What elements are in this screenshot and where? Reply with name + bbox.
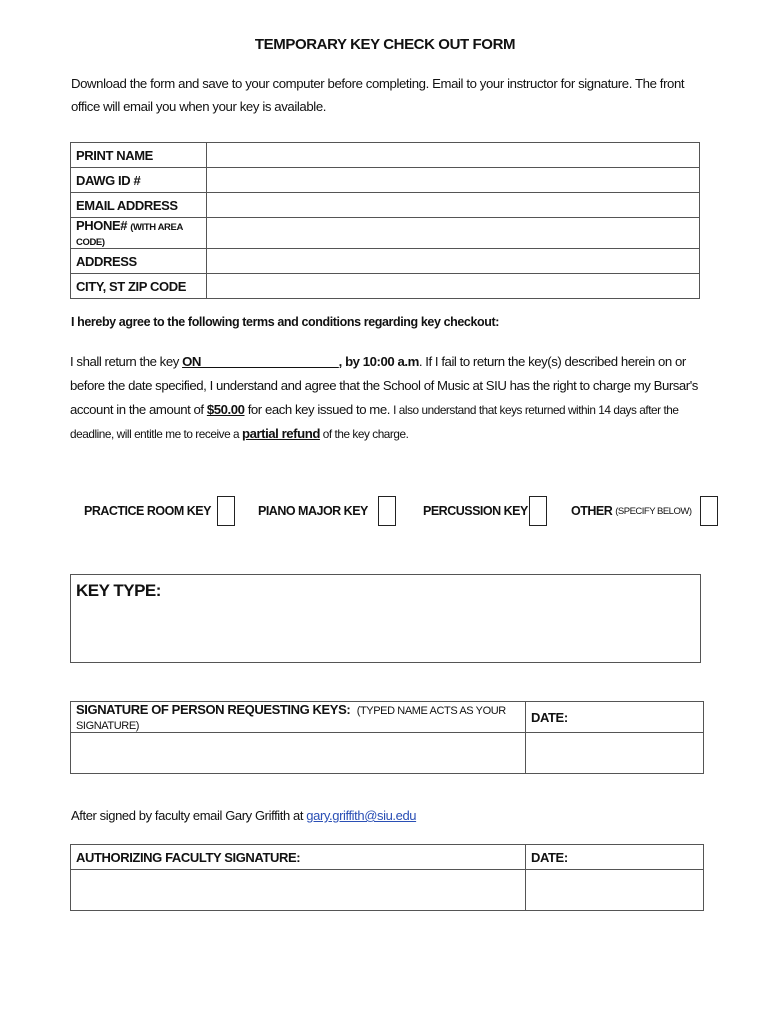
key-type-box[interactable] <box>70 574 701 663</box>
address-input[interactable] <box>207 249 700 274</box>
piano-major-key-checkbox[interactable] <box>378 496 396 526</box>
key-option-label: PERCUSSION KEY <box>423 504 528 518</box>
other-note: (SPECIFY BELOW) <box>615 505 692 517</box>
field-row-print-name <box>71 143 700 168</box>
after-signed-text: After signed by faculty email Gary Griffith at <box>71 808 307 823</box>
key-option-label: PRACTICE ROOM KEY <box>84 504 211 518</box>
field-row-city-state-zip <box>71 274 700 299</box>
phone-input[interactable] <box>207 218 700 249</box>
key-option-label: OTHER <box>571 504 613 518</box>
practice-room-key-checkbox[interactable] <box>217 496 235 526</box>
terms-paragraph <box>70 350 710 446</box>
faculty-signature-input[interactable] <box>71 870 526 911</box>
personal-info-table <box>70 142 700 299</box>
field-label-email: EMAIL ADDRESS <box>71 193 207 218</box>
phone-label-note: (WITH AREA CODE) <box>76 222 183 248</box>
field-label-address: ADDRESS <box>71 249 207 274</box>
field-row-address <box>71 249 700 274</box>
faculty-signature-table <box>70 844 704 911</box>
email-input[interactable] <box>207 193 700 218</box>
requester-signature-table <box>70 701 704 774</box>
agreement-heading: I hereby agree to the following terms and conditions regarding key checkout: <box>71 315 500 329</box>
form-title: TEMPORARY KEY CHECK OUT FORM <box>254 36 516 53</box>
signature-label: SIGNATURE OF PERSON REQUESTING KEYS: <box>76 702 351 717</box>
dawg-id-input[interactable] <box>207 168 700 193</box>
faculty-date-input[interactable] <box>526 870 704 911</box>
field-label-print-name: PRINT NAME <box>71 143 207 168</box>
requester-date-label: DATE: <box>526 702 704 733</box>
key-option-percussion <box>423 496 547 526</box>
key-option-other <box>571 496 718 526</box>
signature-note: (TYPED NAME ACTS AS YOUR SIGNATURE) <box>76 705 506 732</box>
field-label-city-state-zip: CITY, ST ZIP CODE <box>71 274 207 299</box>
terms-part5: I also understand that keys returned within 14 days after the deadline, will entitle me to receive a <box>70 403 679 441</box>
terms-part6: of the key charge. <box>319 427 409 441</box>
field-row-email <box>71 193 700 218</box>
key-type-label: KEY TYPE: <box>76 581 161 600</box>
key-option-piano-major <box>258 496 396 526</box>
key-option-practice-room <box>84 496 235 526</box>
intro-text: Download the form and save to your computer before completing. Email to your instructor for signature. The front office will email you when your key is available. <box>71 76 685 114</box>
requester-signature-input[interactable] <box>71 733 526 774</box>
requester-signature-header <box>71 702 526 733</box>
percussion-key-checkbox[interactable] <box>529 496 547 526</box>
print-name-input[interactable] <box>207 143 700 168</box>
faculty-date-label: DATE: <box>526 845 704 870</box>
terms-part3: . If I fail to return the key(s) described herein on or before the date specified, I understand and agree that the School of Music at SIU has the right to charge my Bursar's account in the amount of <box>70 354 698 417</box>
return-date-blank[interactable]: ON____________________ <box>182 354 339 369</box>
field-row-phone <box>71 218 700 249</box>
after-signed-note <box>71 808 416 823</box>
field-label-dawg-id: DAWG ID # <box>71 168 207 193</box>
field-label-phone <box>71 218 207 249</box>
requester-date-input[interactable] <box>526 733 704 774</box>
faculty-signature-label: AUTHORIZING FACULTY SIGNATURE: <box>71 845 526 870</box>
terms-deadline: , by 10:00 a.m <box>338 354 419 369</box>
phone-label-text: PHONE# <box>76 218 128 233</box>
terms-part4: for each key issued to me. <box>244 402 394 417</box>
field-row-dawg-id <box>71 168 700 193</box>
partial-refund-text: partial refund <box>241 426 320 441</box>
other-key-checkbox[interactable] <box>700 496 718 526</box>
faculty-email-link[interactable]: gary.griffith@siu.edu <box>306 808 417 823</box>
charge-amount: $50.00 <box>206 402 245 417</box>
city-state-zip-input[interactable] <box>207 274 700 299</box>
key-option-label: PIANO MAJOR KEY <box>258 504 368 518</box>
terms-part1: I shall return the key <box>70 354 183 369</box>
